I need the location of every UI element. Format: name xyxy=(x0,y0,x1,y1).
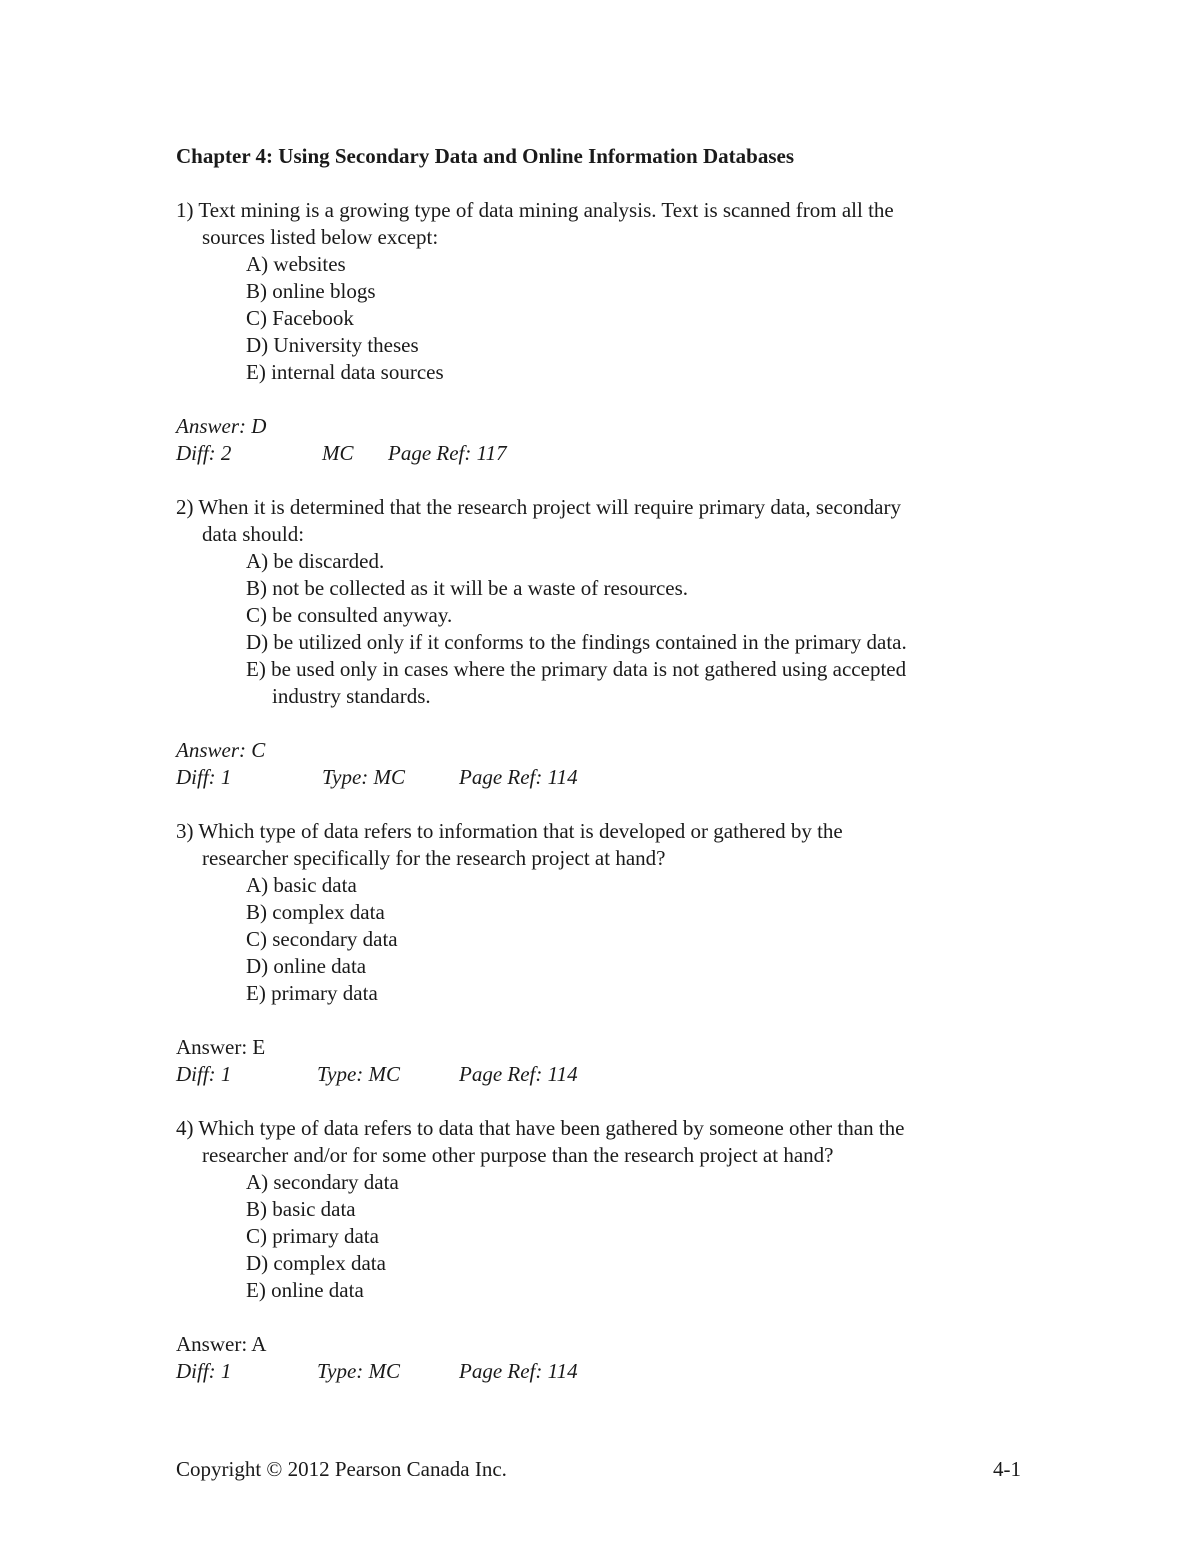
chapter-title: Chapter 4: Using Secondary Data and Online Information Databases xyxy=(176,144,794,168)
answer-option: D) University theses xyxy=(246,333,419,357)
question-stem: researcher and/or for some other purpose than the research project at hand? xyxy=(202,1143,834,1167)
answer-option: B) complex data xyxy=(246,900,385,924)
answer-option: A) websites xyxy=(246,252,346,276)
question-stem: sources listed below except: xyxy=(202,225,439,249)
difficulty: Diff: 1 xyxy=(176,765,232,789)
question-stem: data should: xyxy=(202,522,305,546)
question-block xyxy=(176,818,1026,1115)
question-type: Type: MC xyxy=(317,1359,401,1383)
answer-option: D) online data xyxy=(246,954,367,978)
question-meta xyxy=(176,1358,1026,1385)
copyright-notice: Copyright © 2012 Pearson Canada Inc. xyxy=(176,1457,507,1481)
answer-option: A) basic data xyxy=(246,873,357,897)
answer-option: B) not be collected as it will be a waste of resources. xyxy=(246,576,689,600)
answer-option: E) be used only in cases where the primary data is not gathered using accepted xyxy=(246,657,907,681)
answer-key: Answer: D xyxy=(176,414,267,438)
page-ref: Page Ref: 114 xyxy=(459,765,578,789)
difficulty: Diff: 1 xyxy=(176,1359,232,1383)
question-stem: 3) Which type of data refers to information that is developed or gathered by the xyxy=(176,819,843,843)
answer-option: C) primary data xyxy=(246,1224,379,1248)
answer-option: E) primary data xyxy=(246,981,378,1005)
question-block xyxy=(176,494,1026,818)
question-meta xyxy=(176,764,1026,791)
answer-option: C) be consulted anyway. xyxy=(246,603,453,627)
page-ref: Page Ref: 117 xyxy=(388,441,507,465)
answer-option: A) secondary data xyxy=(246,1170,399,1194)
answer-option: A) be discarded. xyxy=(246,549,385,573)
answer-key: Answer: A xyxy=(176,1332,267,1356)
page-content xyxy=(176,143,1026,1385)
answer-option: B) basic data xyxy=(246,1197,356,1221)
answer-option: C) secondary data xyxy=(246,927,398,951)
question-type: Type: MC xyxy=(322,765,406,789)
answer-option: industry standards. xyxy=(272,684,431,708)
question-stem: 2) When it is determined that the research project will require primary data, secondary xyxy=(176,495,901,519)
page-ref: Page Ref: 114 xyxy=(459,1062,578,1086)
answer-option: D) complex data xyxy=(246,1251,386,1275)
question-type: Type: MC xyxy=(317,1062,401,1086)
question-meta xyxy=(176,440,1026,467)
difficulty: Diff: 2 xyxy=(176,441,232,465)
page-number: 4-1 xyxy=(993,1457,1021,1481)
answer-option: E) online data xyxy=(246,1278,364,1302)
difficulty: Diff: 1 xyxy=(176,1062,232,1086)
answer-option: D) be utilized only if it conforms to the findings contained in the primary data. xyxy=(246,630,907,654)
page-footer xyxy=(176,1456,1021,1483)
question-type: MC xyxy=(322,441,354,465)
question-stem: 1) Text mining is a growing type of data mining analysis. Text is scanned from all the xyxy=(176,198,894,222)
answer-key: Answer: E xyxy=(176,1035,266,1059)
answer-key: Answer: C xyxy=(176,738,266,762)
question-stem: researcher specifically for the research project at hand? xyxy=(202,846,666,870)
question-block xyxy=(176,197,1026,494)
question-block xyxy=(176,1115,1026,1385)
answer-option: E) internal data sources xyxy=(246,360,444,384)
question-meta xyxy=(176,1061,1026,1088)
answer-option: C) Facebook xyxy=(246,306,354,330)
question-stem: 4) Which type of data refers to data that have been gathered by someone other than the xyxy=(176,1116,905,1140)
answer-option: B) online blogs xyxy=(246,279,376,303)
page-ref: Page Ref: 114 xyxy=(459,1359,578,1383)
